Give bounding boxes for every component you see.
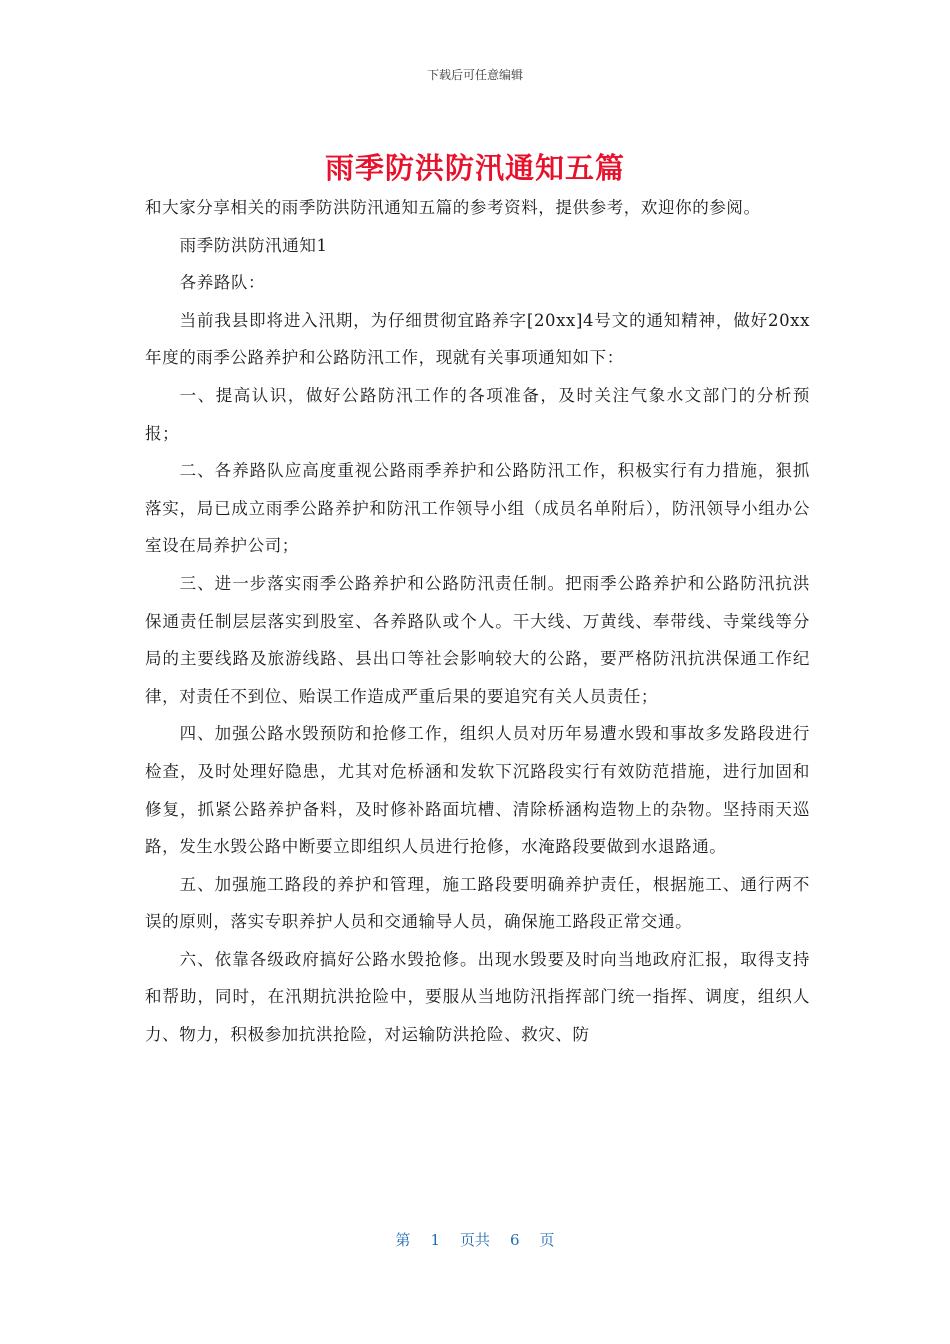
body-paragraph: 三、进一步落实雨季公路养护和公路防汛责任制。把雨季公路养护和公路防汛抗洪保通责任制层层落实到股室、各养路队或个人。干大线、万黄线、奉带线、寺棠线等分局的主要线路及旅游线路、县出口等社会影响较大的公路，要严格防汛抗洪保通工作纪律，对责任不到位、贻误工作造成严重后果的要追究有关人员责任； [145, 573, 810, 706]
footer-page-middle: 页共 [459, 1231, 490, 1249]
body-paragraph: 六、依靠各级政府搞好公路水毁抢修。出现水毁要及时向当地政府汇报，取得支持和帮助，同时，在汛期抗洪抢险中，要服从当地防汛指挥部门统一指挥、调度，组织人力、物力，积极参加抗洪抢险，对运输防洪抢险、救灾、防 [145, 949, 810, 1045]
header-note: 下载后可任意编辑 [426, 68, 523, 82]
salutation: 各养路队： [179, 273, 266, 293]
page-footer [0, 1229, 950, 1250]
body-paragraph: 四、加强公路水毁预防和抢修工作，组织人员对历年易遭水毁和事故多发路段进行检查，及时处理好隐患，尤其对危桥涵和发软下沉路段实行有效防范措施，进行加固和修复，抓紧公路养护备料，及时修补路面坑槽、清除桥涵构造物上的杂物。坚持雨天巡路，发生水毁公路中断要立即组织人员进行抢修，水淹路段要做到水退路通。 [145, 724, 810, 857]
document-title: 雨季防洪防汛通知五篇 [324, 151, 625, 185]
intro-paragraph: 和大家分享相关的雨季防洪防汛通知五篇的参考资料，提供参考，欢迎你的参阅。 [145, 198, 761, 217]
footer-page-suffix: 页 [539, 1231, 555, 1249]
footer-page-number: 1 [430, 1231, 440, 1249]
body-paragraph: 一、提高认识，做好公路防汛工作的各项准备，及时关注气象水文部门的分析预报； [145, 385, 810, 443]
document-body [145, 189, 810, 1054]
body-paragraph: 当前我县即将进入汛期，为仔细贯彻宜路养字[20xx]4号文的通知精神，做好20xx年度的雨季公路养护和公路防汛工作，现就有关事项通知如下： [145, 310, 810, 368]
body-paragraph: 五、加强施工路段的养护和管理，施工路段要明确养护责任，根据施工、通行两不误的原则，落实专职养护人员和交通输导人员，确保施工路段正常交通。 [145, 874, 810, 932]
body-paragraph: 二、各养路队应高度重视公路雨季养护和公路防汛工作，积极实行有力措施，狠抓落实，局已成立雨季公路养护和防汛工作领导小组（成员名单附后），防汛领导小组办公室设在局养护公司； [145, 461, 810, 556]
section-heading: 雨季防洪防汛通知1 [179, 235, 328, 255]
footer-page-prefix: 第 [395, 1231, 411, 1249]
footer-page-total: 6 [510, 1231, 520, 1249]
